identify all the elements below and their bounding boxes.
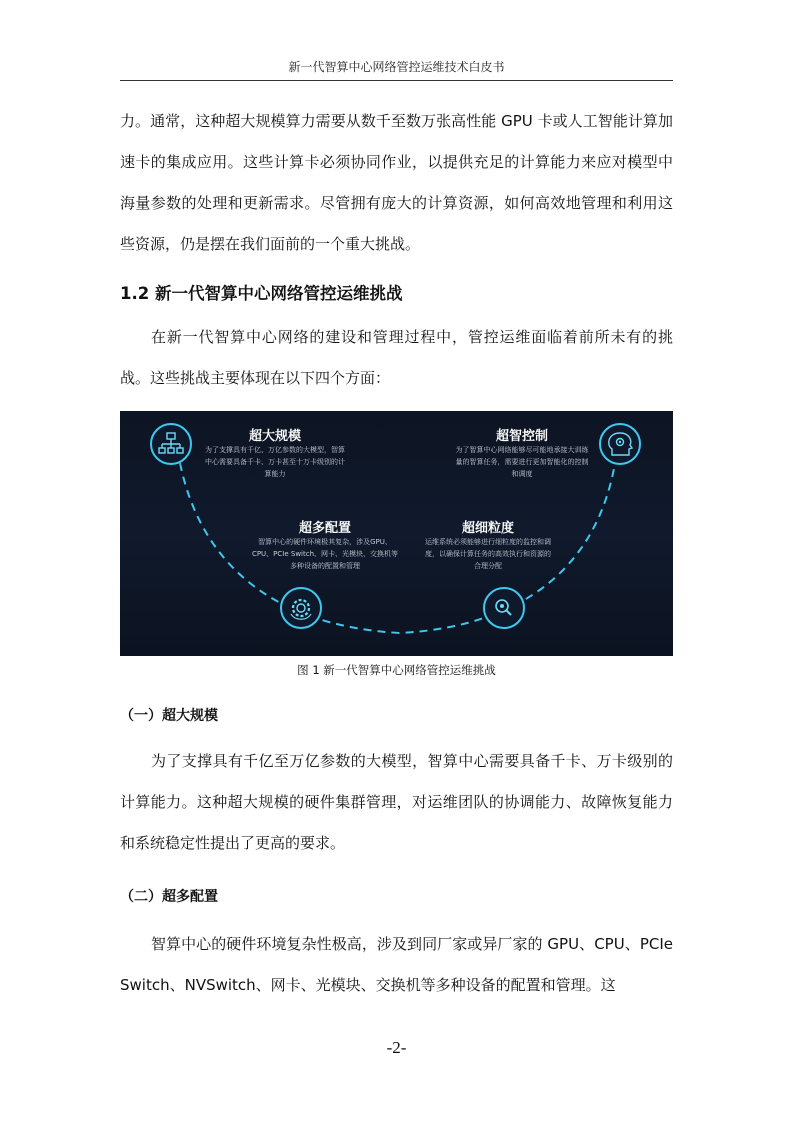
header-rule — [120, 80, 673, 81]
paragraph-challenges-intro: 在新一代智算中心网络的建设和管理过程中，管控运维面临着前所未有的挑战。这些挑战主要体现在以下四个方面： — [120, 328, 673, 387]
item-title-smart-control: 超智控制 — [495, 429, 548, 444]
section-heading: 1.2 新一代智算中心网络管控运维挑战 — [120, 284, 403, 303]
hierarchy-icon — [145, 418, 197, 470]
figure-caption: 图 1 新一代智算中心网络管控运维挑战 — [297, 663, 496, 677]
head-brain-icon — [594, 418, 646, 470]
item-title-large-scale: 超大规模 — [248, 429, 301, 444]
item-desc-large-scale: 为了支撑具有千亿、万亿参数的大模型，智算中心需要具备千卡、万卡甚至十万卡级别的计算能力 — [205, 446, 345, 478]
item-desc-smart-control: 为了智算中心网络能够尽可能地承接大训练量的智算任务，需要进行更加智能化的控制和调度 — [455, 446, 589, 478]
page-number: -2- — [386, 1038, 407, 1057]
item-title-fine-granularity: 超细粒度 — [461, 521, 514, 536]
paragraph-large-scale: 为了支撑具有千亿至万亿参数的大模型，智算中心需要具备千卡、万卡级别的计算能力。这种超大规模的硬件集群管理，对运维团队的协调能力、故障恢复能力和系统稳定性提出了更高的要求。 — [120, 752, 673, 852]
subsection-heading-large-scale: （一）超大规模 — [120, 708, 218, 724]
item-title-multi-config: 超多配置 — [298, 521, 351, 536]
challenges-figure — [120, 411, 673, 656]
subsection-heading-multi-config: （二）超多配置 — [120, 889, 218, 905]
paragraph-compute-scale: 力。通常，这种超大规模算力需要从数千至数万张高性能 GPU 卡或人工智能计算加速卡的集成应用。这些计算卡必须协同作业，以提供充足的计算能力来应对模型中海量参数的处理和更新需求。尽管拥有庞大的计算资源，如何高效地管理和利用这些资源，仍是摆在我们面前的一个重大挑战。 — [120, 112, 673, 253]
running-header: 新一代智算中心网络管控运维技术白皮书 — [288, 60, 505, 74]
item-desc-fine-granularity: 运维系统必须能够进行细粒度的监控和调度，以确保计算任务的高效执行和资源的合理分配 — [425, 538, 551, 570]
gear-icon — [275, 582, 327, 634]
paragraph-multi-config: 智算中心的硬件环境复杂性极高，涉及到同厂家或异厂家的 GPU、CPU、PCIe Switch、NVSwitch、网卡、光模块、交换机等多种设备的配置和管理。这 — [120, 935, 673, 994]
magnifier-icon — [478, 582, 530, 634]
item-desc-multi-config: 智算中心的硬件环境极其复杂，涉及GPU、CPU、PCIe Switch、网卡、光模块、交换机等多种设备的配置和管理 — [251, 538, 399, 570]
